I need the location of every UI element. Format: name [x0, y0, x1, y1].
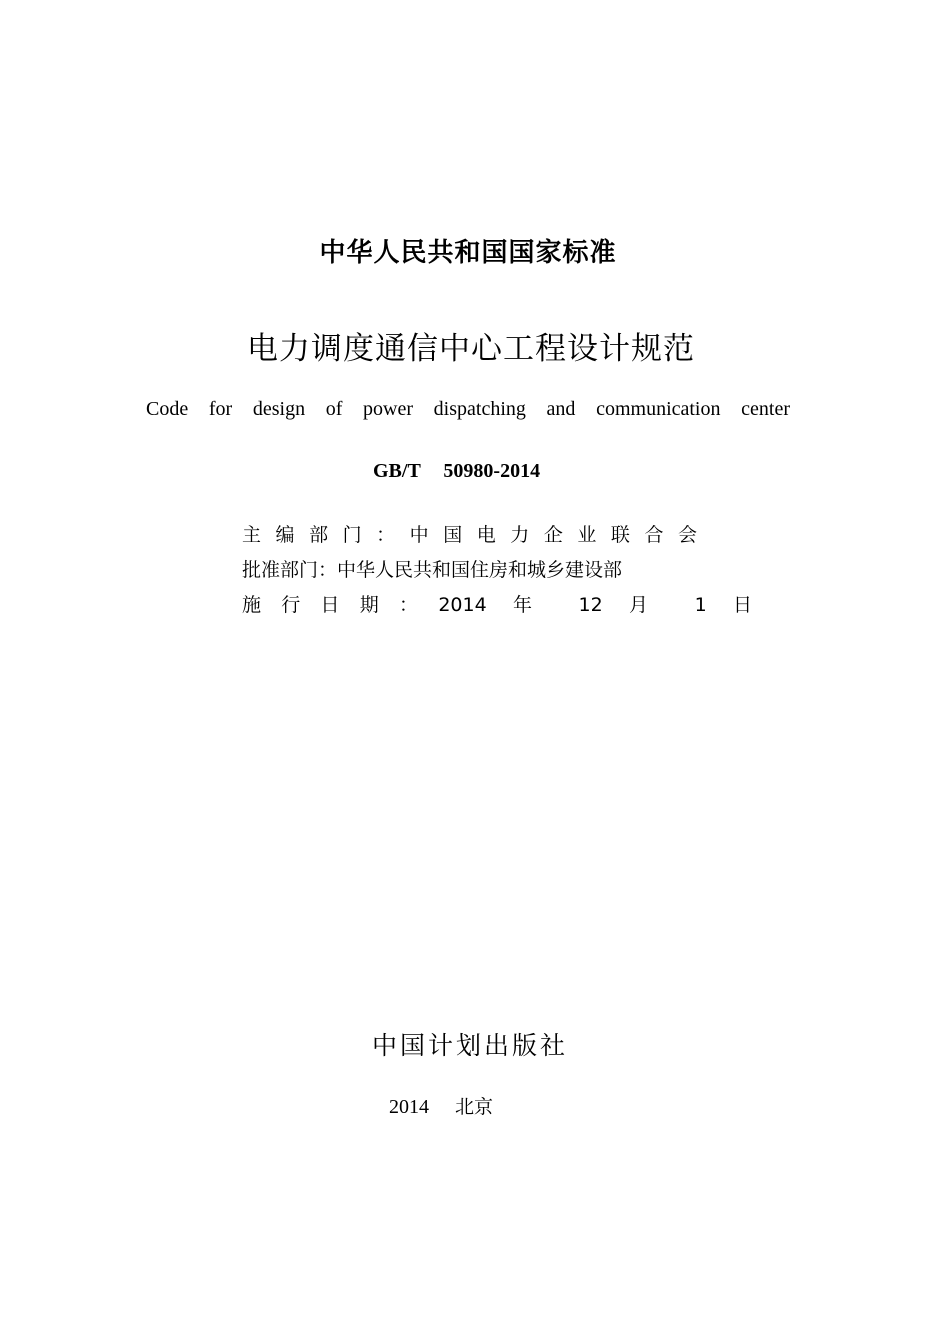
- effective-date: 施行日期：2014 年 12 月 1 日: [242, 594, 752, 616]
- editor-department: 主编部门：中国电力企业联合会: [242, 524, 697, 546]
- approval-department: 批准部门：中华人民共和国住房和城乡建设部: [242, 559, 623, 581]
- national-standard-heading: 中华人民共和国国家标准: [319, 238, 617, 268]
- publisher-name: 中国计划出版社: [371, 1031, 568, 1060]
- standard-code: GB/T 50980-2014: [373, 460, 541, 482]
- publication-place: 北京: [455, 1096, 494, 1118]
- document-title-chinese: 电力调度通信中心工程设计规范: [247, 331, 695, 367]
- document-title-english: Code for design of power dispatching and communication center: [146, 398, 790, 420]
- publication-year: 2014: [389, 1096, 429, 1118]
- publication-year-place: [389, 1094, 499, 1120]
